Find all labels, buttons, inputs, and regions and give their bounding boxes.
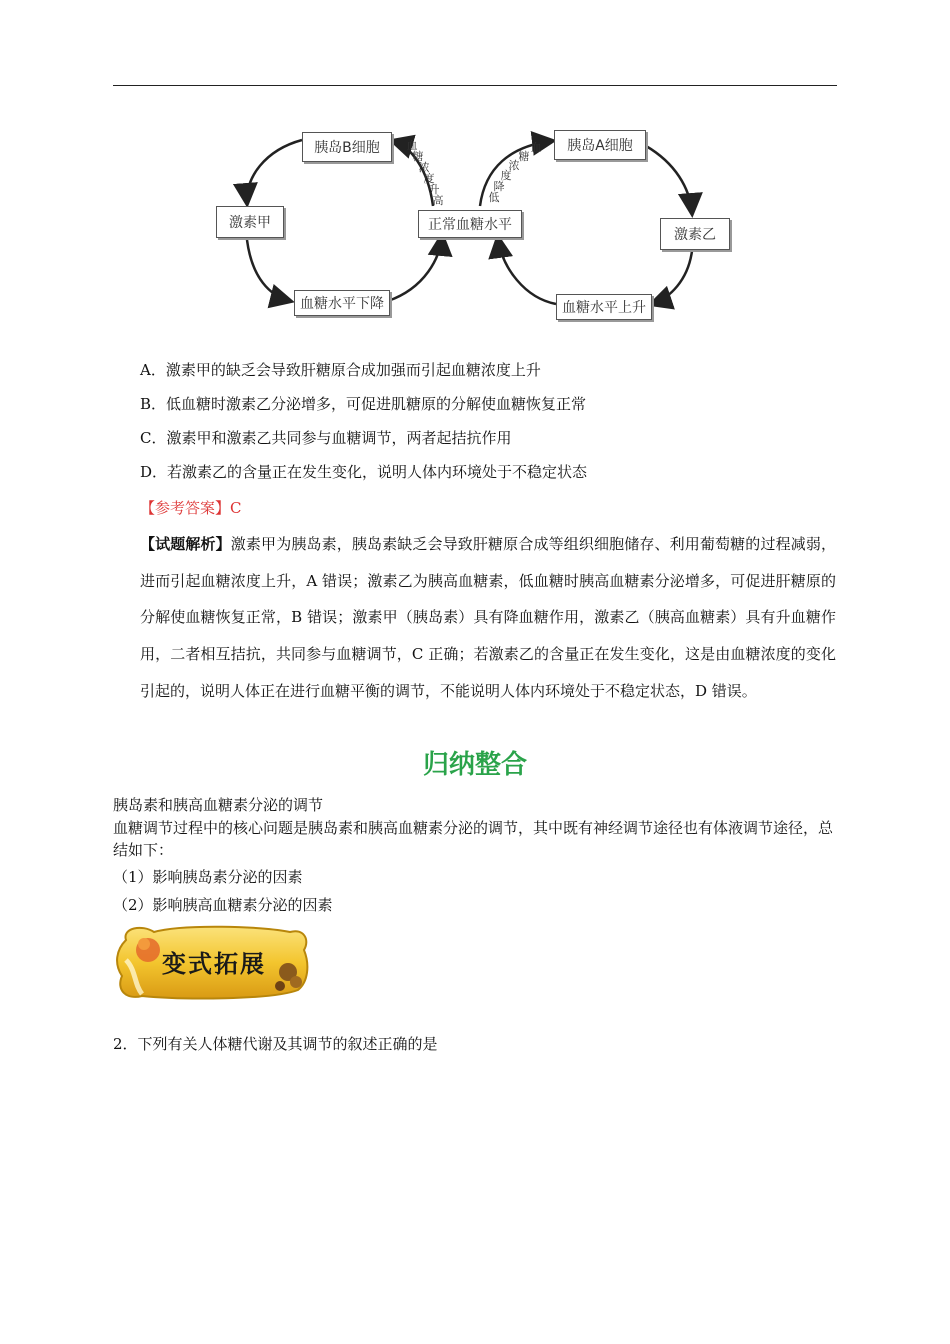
box-islet-b-cell: 胰岛B细胞 xyxy=(302,132,392,162)
header-rule xyxy=(113,85,837,86)
reference-answer: 【参考答案】C xyxy=(140,499,242,517)
summary-line-1: 胰岛素和胰高血糖素分泌的调节 xyxy=(113,796,324,814)
variant-extension-badge xyxy=(112,920,312,1004)
option-b: B．低血糖时激素乙分泌增多，可促进肌糖原的分解使血糖恢复正常 xyxy=(140,395,587,413)
label-fall-char: 糖 xyxy=(518,150,530,163)
box-hormone-jia: 激素甲 xyxy=(216,206,284,238)
label-rise-char: 浓 xyxy=(418,161,430,174)
label-fall-char: 降 xyxy=(493,180,505,193)
summary-item-2: （2）影响胰高血糖素分泌的因素 xyxy=(113,896,333,914)
label-rise-char: 高 xyxy=(432,194,444,207)
box-level-down: 血糖水平下降 xyxy=(294,290,390,316)
label-rise-char: 度 xyxy=(423,172,435,185)
box-normal-level: 正常血糖水平 xyxy=(418,210,522,238)
section-title: 归纳整合 xyxy=(422,750,527,780)
label-rise-char: 血 xyxy=(406,139,418,152)
label-rise-char: 糖 xyxy=(412,150,424,163)
summary-item-1: （1）影响胰岛素分泌的因素 xyxy=(113,868,303,886)
box-hormone-yi: 激素乙 xyxy=(660,218,730,250)
option-d: D．若激素乙的含量正在发生变化，说明人体内环境处于不稳定状态 xyxy=(140,463,588,481)
arrow-yi-to-up xyxy=(652,251,692,304)
arrow-down-to-normal xyxy=(388,236,442,301)
analysis-body: 激素甲为胰岛素，胰岛素缺乏会导致肝糖原合成等组织细胞储存、利用葡萄糖的过程减弱，进而引起血糖浓度上升，A 错误；激素乙为胰高血糖素，低血糖时胰高血糖素分泌增多，可促进肝糖原的分解使血糖恢复正常，B 错误；激素甲（胰岛素）具有降血糖作用，激素乙（胰高血糖素）具有升血糖作用，二者相互拮抗，共同参与血糖调节，C 正确；若激素乙的含量正在发生变化，这是由血糖浓度的变化引起的，说明人体正在进行血糖平衡的调节，不能说明人体内环境处于不稳定状态，D 错误。 xyxy=(140,535,836,700)
badge-text: 变式拓展 xyxy=(162,949,266,978)
arrow-bcell-to-jia xyxy=(247,140,302,203)
blood-sugar-diagram xyxy=(190,118,750,328)
analysis-paragraph xyxy=(140,526,836,710)
analysis-heading: 【试题解析】 xyxy=(140,535,231,553)
label-fall-char: 血 xyxy=(530,141,542,154)
label-fall-char: 浓 xyxy=(508,159,520,172)
option-a: A．激素甲的缺乏会导致肝糖原合成加强而引起血糖浓度上升 xyxy=(140,361,541,379)
label-fall-char: 度 xyxy=(500,169,512,182)
summary-line-2: 血糖调节过程中的核心问题是胰岛素和胰高血糖素分泌的调节，其中既有神经调节途径也有体液调节途径，总结如下： xyxy=(113,819,834,859)
arrow-jia-to-down xyxy=(247,240,290,301)
arrow-acell-to-yi xyxy=(646,146,692,213)
box-level-up: 血糖水平上升 xyxy=(556,294,652,320)
box-islet-a-cell: 胰岛A细胞 xyxy=(554,130,646,160)
label-rise-char: 升 xyxy=(428,183,440,196)
question-2: 2．下列有关人体糖代谢及其调节的叙述正确的是 xyxy=(113,1035,438,1053)
label-fall-char: 低 xyxy=(488,191,500,204)
option-c: C．激素甲和激素乙共同参与血糖调节，两者起拮抗作用 xyxy=(140,429,512,447)
arrow-up-to-normal xyxy=(498,238,556,304)
